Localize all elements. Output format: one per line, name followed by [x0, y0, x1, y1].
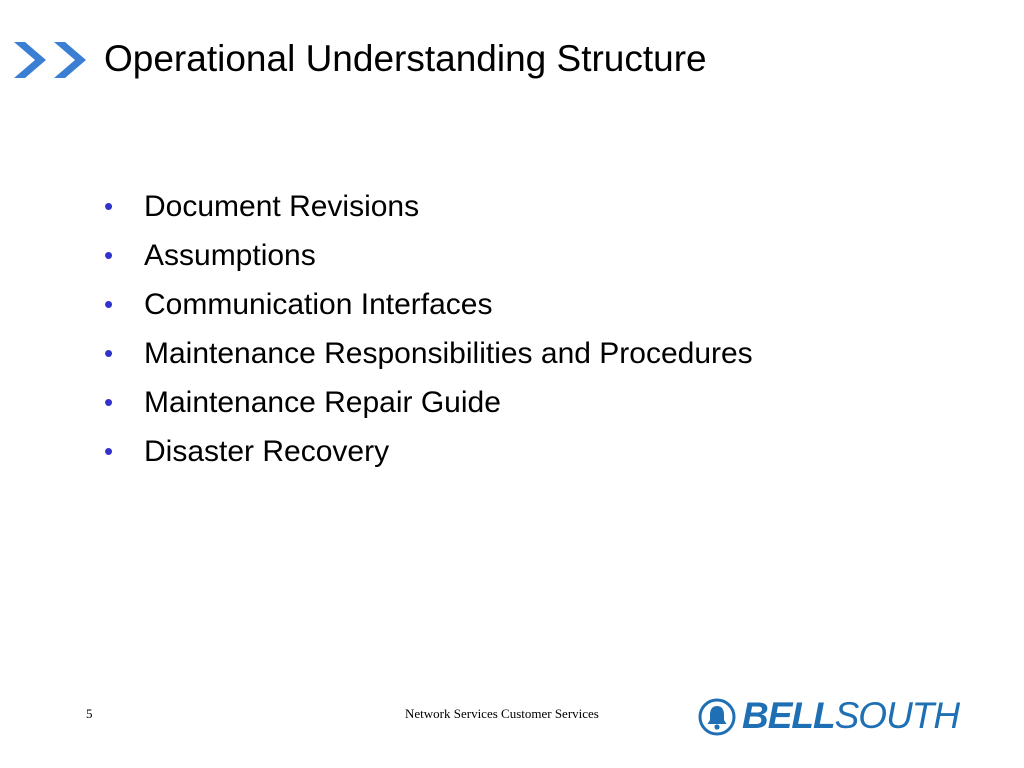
bullet-marker: •	[104, 436, 114, 466]
logo-wordmark	[742, 694, 959, 738]
bullet-text: Maintenance Responsibilities and Procedures	[144, 337, 753, 370]
bullet-text: Document Revisions	[144, 190, 420, 223]
chevrons-icon	[14, 42, 90, 78]
bullet-marker: •	[104, 191, 114, 221]
logo-word-south: SOUTH	[834, 695, 960, 736]
bullet-marker: •	[104, 240, 114, 270]
bell-icon	[698, 698, 736, 736]
bullet-marker: •	[104, 387, 114, 417]
bullet-item	[104, 231, 753, 280]
bellsouth-logo	[698, 696, 968, 740]
bullet-text: Disaster Recovery	[144, 435, 390, 468]
bullet-item	[104, 280, 753, 329]
bullet-text: Communication Interfaces	[144, 288, 493, 321]
bullet-marker: •	[104, 338, 114, 368]
bullet-list	[104, 182, 753, 476]
bullet-text: Assumptions	[144, 239, 316, 272]
bullet-item	[104, 378, 753, 427]
bullet-item	[104, 329, 753, 378]
bullet-text: Maintenance Repair Guide	[144, 386, 501, 419]
bullet-item	[104, 182, 753, 231]
bullet-marker: •	[104, 289, 114, 319]
footer-text: Network Services Customer Services	[405, 706, 599, 721]
logo-word-bell: BELL	[742, 695, 835, 736]
page-number: 5	[86, 706, 93, 721]
bullet-item	[104, 427, 753, 476]
slide-title: Operational Understanding Structure	[104, 38, 707, 79]
